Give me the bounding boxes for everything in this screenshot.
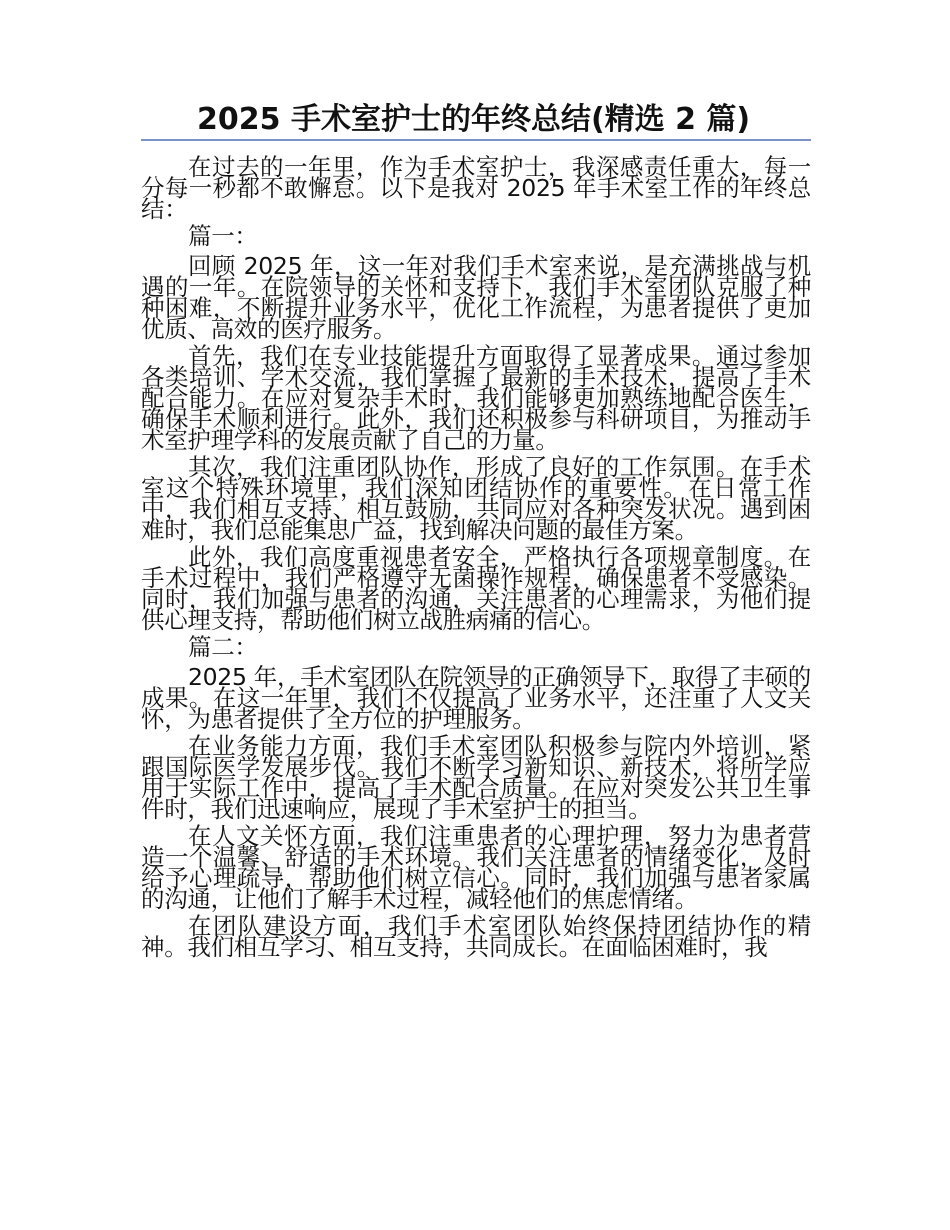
body-paragraph: 在人文关怀方面，我们注重患者的心理护理，努力为患者营造一个温馨、舒适的手术环境。我们关注患者的情绪变化，及时给予心理疏导，帮助他们树立信心。同时，我们加强与患者家属的沟通，让他们了解手术过程，减轻他们的焦虑情绪。 bbox=[141, 822, 811, 913]
section-heading-part-two: 篇二： bbox=[188, 633, 258, 661]
body-paragraph: 在团队建设方面，我们手术室团队始终保持团结协作的精神。我们相互学习、相互支持，共同成长。在面临困难时，我 bbox=[141, 912, 811, 961]
body-paragraph: 首先，我们在专业技能提升方面取得了显著成果。通过参加各类培训、学术交流，我们掌握了最新的手术技术，提高了手术配合能力。在应对复杂手术时，我们能够更加熟练地配合医生，确保手术顺利进行。此外，我们还积极参与科研项目，为推动手术室护理学科的发展贡献了自己的力量。 bbox=[141, 342, 811, 454]
body-paragraph: 2025 年，手术室团队在院领导的正确领导下，取得了丰硕的成果。在这一年里，我们不仅提高了业务水平，还注重了人文关怀，为患者提供了全方位的护理服务。 bbox=[141, 663, 811, 733]
section-heading-part-one: 篇一： bbox=[188, 222, 258, 250]
document-page bbox=[141, 100, 811, 964]
body-paragraph: 在业务能力方面，我们手术室团队积极参与院内外培训，紧跟国际医学发展步伐。我们不断学习新知识、新技术，将所学应用于实际工作中，提高了手术配合质量。在应对突发公共卫生事件时，我们迅速响应，展现了手术室护士的担当。 bbox=[141, 732, 811, 823]
document-title: 2025 手术室护士的年终总结(精选 2 篇) bbox=[197, 102, 751, 137]
body-paragraph: 其次，我们注重团队协作，形成了良好的工作氛围。在手术室这个特殊环境里，我们深知团结协作的重要性。在日常工作中，我们相互支持、相互鼓励，共同应对各种突发状况。遇到困难时，我们总能集思广益，找到解决问题的最佳方案。 bbox=[141, 453, 811, 544]
body-paragraph: 此外，我们高度重视患者安全，严格执行各项规章制度。在手术过程中，我们严格遵守无菌操作规程，确保患者不受感染。同时，我们加强与患者的沟通，关注患者的心理需求，为他们提供心理支持，帮助他们树立战胜病痛的信心。 bbox=[141, 543, 811, 634]
body-paragraph: 回顾 2025 年，这一年对我们手术室来说，是充满挑战与机遇的一年。在院领导的关怀和支持下，我们手术室团队克服了种种困难，不断提升业务水平，优化工作流程，为患者提供了更加优质、高效的医疗服务。 bbox=[141, 252, 811, 343]
intro-paragraph: 在过去的一年里，作为手术室护士，我深感责任重大，每一分每一秒都不敢懈怠。以下是我对 2025 年手术室工作的年终总结： bbox=[141, 153, 811, 223]
